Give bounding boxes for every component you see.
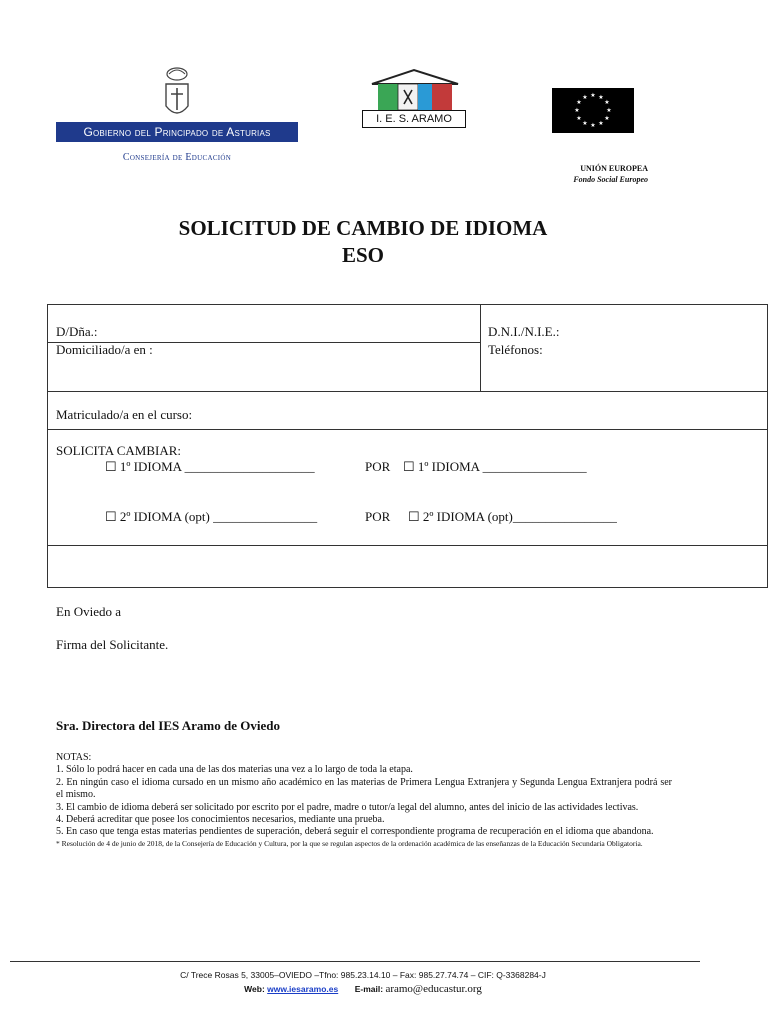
- first-language-from-checkbox[interactable]: ☐ 1º IDIOMA ____________________: [105, 459, 315, 474]
- page-subtitle: ESO: [341, 243, 385, 267]
- phones-field[interactable]: Teléfonos:: [488, 342, 543, 357]
- footer-address: C/ Trece Rosas 5, 33005–OVIEDO –Tfno: 985.23.14.10 – Fax: 985.27.74.74 – CIF: Q-3368284-J: [180, 970, 546, 980]
- course-field[interactable]: Matriculado/a en el curso:: [56, 407, 193, 422]
- note-item: 4. Deberá acreditar que posee los conocimientos necesarios, mediante una prueba.: [56, 814, 385, 826]
- request-label: SOLICITA CAMBIAR:: [56, 443, 181, 458]
- form-divider-course: [48, 429, 767, 430]
- eu-subtitle: Fondo Social Europeo: [573, 175, 648, 184]
- signature-label: Firma del Solicitante.: [56, 637, 169, 652]
- svg-text:★: ★: [574, 107, 580, 114]
- request-form: [47, 304, 768, 588]
- svg-text:★: ★: [598, 94, 604, 101]
- addressee: Sra. Directora del IES Aramo de Oviedo: [56, 718, 280, 733]
- svg-text:★: ★: [582, 94, 588, 101]
- dni-field[interactable]: D.N.I./N.I.E.:: [488, 324, 560, 339]
- second-language-from-checkbox[interactable]: ☐ 2º IDIOMA (opt) ________________: [105, 509, 318, 524]
- place-date-label: En Oviedo a: [56, 604, 121, 619]
- ies-name-label: I. E. S. ARAMO: [362, 110, 466, 128]
- email-value: aramo@educastur.org: [385, 983, 482, 995]
- first-language-por-label: POR: [365, 459, 391, 474]
- footer-divider: [10, 961, 700, 962]
- eu-title: UNIÓN EUROPEA: [580, 164, 648, 173]
- footer-contact: [0, 983, 726, 995]
- notes: [56, 752, 672, 849]
- svg-text:★: ★: [590, 92, 596, 99]
- eu-flag-icon: [552, 88, 634, 133]
- form-divider-vertical: [480, 305, 481, 391]
- page-title: SOLICITUD DE CAMBIO DE IDIOMA: [178, 216, 548, 240]
- notes-heading: NOTAS:: [56, 752, 92, 763]
- svg-text:★: ★: [576, 99, 582, 106]
- address-field[interactable]: Domiciliado/a en :: [56, 342, 153, 357]
- svg-text:★: ★: [590, 122, 596, 129]
- svg-text:★: ★: [598, 120, 604, 127]
- svg-text:★: ★: [606, 107, 612, 114]
- second-language-to-checkbox[interactable]: ☐ 2º IDIOMA (opt)________________: [408, 509, 617, 524]
- ies-aramo-logo-icon: [366, 68, 462, 110]
- name-field[interactable]: D/Dña.:: [56, 324, 98, 339]
- svg-text:★: ★: [576, 115, 582, 122]
- web-link[interactable]: www.iesaramo.es: [267, 984, 339, 994]
- note-item: 2. En ningún caso el idioma cursado en un mismo año académico en las materias de Primera Lengua Extranjera y Segunda Lengua Extranjera podrá ser el mismo.: [56, 776, 672, 801]
- consejeria-label: Consejería de Educación: [122, 152, 232, 163]
- svg-text:★: ★: [604, 99, 610, 106]
- form-divider-request: [48, 545, 767, 546]
- web-label: Web:: [244, 984, 265, 994]
- svg-text:★: ★: [604, 115, 610, 122]
- note-item: 5. En caso que tenga estas materias pendientes de superación, deberá seguir el correspondiente programa de recuperación en el idioma que abandona.: [56, 826, 654, 838]
- email-label: E-mail:: [354, 984, 384, 994]
- first-language-to-checkbox[interactable]: ☐ 1º IDIOMA ________________: [403, 459, 587, 474]
- note-item: 3. El cambio de idioma deberá ser solicitado por escrito por el padre, madre o tutor/a legal del alumno, antes del inicio de las actividades lectivas.: [56, 801, 639, 813]
- note-item: 1. Sólo lo podrá hacer en cada una de las dos materias una vez a lo largo de toda la etapa.: [56, 764, 413, 776]
- gov-name-bar: Gobierno del Principado de Asturias: [56, 122, 298, 142]
- second-language-por-label: POR: [365, 509, 391, 524]
- notes-footnote: * Resolución de 4 de junio de 2018, de la Consejería de Educación y Cultura, por la que se regulan aspectos de la ordenación académica de las enseñanzas de la Educación Secundaria Obligatoria.: [56, 838, 643, 848]
- form-divider-address: [48, 391, 767, 392]
- svg-text:★: ★: [582, 120, 588, 127]
- asturias-crest-icon: [163, 66, 191, 120]
